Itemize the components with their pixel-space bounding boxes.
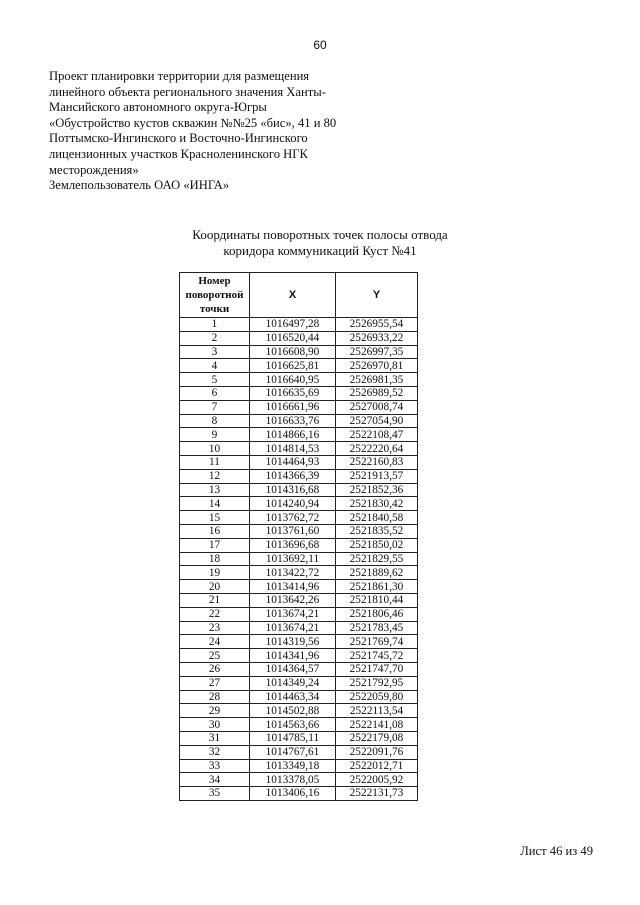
cell-x: 1014463,34 xyxy=(250,690,336,704)
table-row xyxy=(180,497,418,511)
cell-point-number: 21 xyxy=(180,593,250,607)
table-row xyxy=(180,745,418,759)
cell-point-number: 12 xyxy=(180,469,250,483)
table-row xyxy=(180,414,418,428)
table-row xyxy=(180,607,418,621)
cell-x: 1014464,93 xyxy=(250,455,336,469)
cell-point-number: 4 xyxy=(180,359,250,373)
cell-point-number: 13 xyxy=(180,483,250,497)
cell-y: 2521792,95 xyxy=(336,676,418,690)
header-x: X xyxy=(250,273,336,318)
cell-y: 2521889,62 xyxy=(336,566,418,580)
cell-y: 2522012,71 xyxy=(336,759,418,773)
cell-point-number: 14 xyxy=(180,497,250,511)
cell-point-number: 28 xyxy=(180,690,250,704)
cell-x: 1014316,68 xyxy=(250,483,336,497)
table-row xyxy=(180,580,418,594)
cell-point-number: 2 xyxy=(180,331,250,345)
table-row xyxy=(180,524,418,538)
cell-point-number: 1 xyxy=(180,318,250,332)
table-row xyxy=(180,759,418,773)
table-row xyxy=(180,635,418,649)
table-row xyxy=(180,318,418,332)
cell-y: 2522059,80 xyxy=(336,690,418,704)
cell-point-number: 27 xyxy=(180,676,250,690)
land-user-line: Землепользователь ОАО «ИНГА» xyxy=(49,178,230,193)
cell-x: 1014502,88 xyxy=(250,704,336,718)
cell-x: 1016520,44 xyxy=(250,331,336,345)
table-row xyxy=(180,552,418,566)
table-row xyxy=(180,345,418,359)
cell-x: 1016497,28 xyxy=(250,318,336,332)
cell-point-number: 24 xyxy=(180,635,250,649)
page-number: 60 xyxy=(313,38,327,52)
cell-y: 2522179,08 xyxy=(336,731,418,745)
table-row xyxy=(180,649,418,663)
cell-y: 2521913,57 xyxy=(336,469,418,483)
cell-y: 2521850,02 xyxy=(336,538,418,552)
cell-point-number: 29 xyxy=(180,704,250,718)
project-description xyxy=(49,69,379,194)
cell-point-number: 5 xyxy=(180,373,250,387)
project-line: Проект планировки территории для размещения xyxy=(49,69,310,83)
cell-point-number: 8 xyxy=(180,414,250,428)
cell-x: 1016640,95 xyxy=(250,373,336,387)
cell-x: 1014366,39 xyxy=(250,469,336,483)
cell-x: 1014563,66 xyxy=(250,718,336,732)
table-row xyxy=(180,386,418,400)
cell-x: 1014767,61 xyxy=(250,745,336,759)
table-row xyxy=(180,483,418,497)
table-row xyxy=(180,718,418,732)
cell-y: 2526997,35 xyxy=(336,345,418,359)
table-row xyxy=(180,538,418,552)
cell-x: 1016661,96 xyxy=(250,400,336,414)
cell-y: 2527054,90 xyxy=(336,414,418,428)
cell-x: 1016625,81 xyxy=(250,359,336,373)
table-row xyxy=(180,359,418,373)
table-row xyxy=(180,469,418,483)
cell-y: 2521769,74 xyxy=(336,635,418,649)
table-row xyxy=(180,442,418,456)
cell-point-number: 11 xyxy=(180,455,250,469)
cell-y: 2522160,83 xyxy=(336,455,418,469)
cell-y: 2521810,44 xyxy=(336,593,418,607)
cell-y: 2521806,46 xyxy=(336,607,418,621)
cell-point-number: 35 xyxy=(180,787,250,801)
cell-point-number: 9 xyxy=(180,428,250,442)
table-row xyxy=(180,566,418,580)
table-row xyxy=(180,787,418,801)
cell-y: 2522141,08 xyxy=(336,718,418,732)
cell-y: 2521840,58 xyxy=(336,511,418,525)
cell-y: 2522131,73 xyxy=(336,787,418,801)
coordinates-table xyxy=(179,272,418,801)
cell-point-number: 15 xyxy=(180,511,250,525)
project-line: лицензионных участков Красноленинского НГК xyxy=(49,146,308,161)
cell-x: 1013761,60 xyxy=(250,524,336,538)
cell-x: 1014349,24 xyxy=(250,676,336,690)
cell-point-number: 31 xyxy=(180,731,250,745)
cell-x: 1013414,96 xyxy=(250,580,336,594)
cell-y: 2526933,22 xyxy=(336,331,418,345)
cell-x: 1016635,69 xyxy=(250,386,336,400)
cell-point-number: 20 xyxy=(180,580,250,594)
cell-y: 2521745,72 xyxy=(336,649,418,663)
table-row xyxy=(180,662,418,676)
table-row xyxy=(180,428,418,442)
cell-y: 2521835,52 xyxy=(336,524,418,538)
cell-x: 1013696,68 xyxy=(250,538,336,552)
cell-point-number: 33 xyxy=(180,759,250,773)
table-title xyxy=(170,227,470,259)
table-row xyxy=(180,593,418,607)
cell-y: 2521747,70 xyxy=(336,662,418,676)
project-line: линейного объекта регионального значения Ханты- xyxy=(49,84,326,99)
table-title-line: Координаты поворотных точек полосы отвода xyxy=(192,227,448,242)
cell-x: 1013762,72 xyxy=(250,511,336,525)
cell-x: 1013674,21 xyxy=(250,621,336,635)
cell-y: 2522091,76 xyxy=(336,745,418,759)
cell-y: 2521829,55 xyxy=(336,552,418,566)
table-row xyxy=(180,511,418,525)
cell-point-number: 26 xyxy=(180,662,250,676)
cell-x: 1013406,16 xyxy=(250,787,336,801)
cell-point-number: 3 xyxy=(180,345,250,359)
table-body xyxy=(180,318,418,801)
table-row xyxy=(180,773,418,787)
table-row xyxy=(180,331,418,345)
cell-x: 1014785,11 xyxy=(250,731,336,745)
project-line: месторождения» xyxy=(49,162,139,177)
cell-x: 1014341,96 xyxy=(250,649,336,663)
cell-x: 1014240,94 xyxy=(250,497,336,511)
table-row xyxy=(180,373,418,387)
cell-point-number: 23 xyxy=(180,621,250,635)
header-y: Y xyxy=(336,273,418,318)
cell-x: 1013422,72 xyxy=(250,566,336,580)
cell-y: 2526970,81 xyxy=(336,359,418,373)
cell-point-number: 22 xyxy=(180,607,250,621)
table-row xyxy=(180,676,418,690)
cell-y: 2521783,45 xyxy=(336,621,418,635)
table-row xyxy=(180,731,418,745)
cell-x: 1014364,57 xyxy=(250,662,336,676)
table-row xyxy=(180,621,418,635)
cell-y: 2526981,35 xyxy=(336,373,418,387)
cell-y: 2522005,92 xyxy=(336,773,418,787)
cell-point-number: 7 xyxy=(180,400,250,414)
table-header-row xyxy=(180,273,418,318)
cell-y: 2521852,36 xyxy=(336,483,418,497)
table-row xyxy=(180,400,418,414)
project-line: Мансийского автономного округа-Югры xyxy=(49,100,267,115)
project-line: Поттымско-Ингинского и Восточно-Ингинского xyxy=(49,131,308,146)
sheet-number: Лист 46 из 49 xyxy=(520,844,593,858)
cell-x: 1013692,11 xyxy=(250,552,336,566)
cell-point-number: 30 xyxy=(180,718,250,732)
cell-point-number: 25 xyxy=(180,649,250,663)
cell-point-number: 16 xyxy=(180,524,250,538)
table-row xyxy=(180,455,418,469)
table-row xyxy=(180,704,418,718)
cell-x: 1014319,56 xyxy=(250,635,336,649)
cell-y: 2527008,74 xyxy=(336,400,418,414)
cell-x: 1013642,26 xyxy=(250,593,336,607)
cell-y: 2522113,54 xyxy=(336,704,418,718)
cell-x: 1016608,90 xyxy=(250,345,336,359)
cell-x: 1014814,53 xyxy=(250,442,336,456)
cell-point-number: 18 xyxy=(180,552,250,566)
cell-point-number: 10 xyxy=(180,442,250,456)
cell-point-number: 32 xyxy=(180,745,250,759)
cell-y: 2526955,54 xyxy=(336,318,418,332)
cell-x: 1014866,16 xyxy=(250,428,336,442)
cell-y: 2521830,42 xyxy=(336,497,418,511)
cell-x: 1013378,05 xyxy=(250,773,336,787)
cell-x: 1013349,18 xyxy=(250,759,336,773)
table-title-line: коридора коммуникаций Куст №41 xyxy=(223,243,417,258)
project-line: «Обустройство кустов скважин №№25 «бис», 41 и 80 xyxy=(49,115,337,130)
cell-point-number: 19 xyxy=(180,566,250,580)
header-point-number: Номер поворотной точки xyxy=(180,273,250,318)
table-row xyxy=(180,690,418,704)
cell-point-number: 34 xyxy=(180,773,250,787)
cell-point-number: 17 xyxy=(180,538,250,552)
cell-y: 2522220,64 xyxy=(336,442,418,456)
cell-y: 2522108,47 xyxy=(336,428,418,442)
cell-y: 2526989,52 xyxy=(336,386,418,400)
cell-point-number: 6 xyxy=(180,386,250,400)
cell-y: 2521861,30 xyxy=(336,580,418,594)
cell-x: 1016633,76 xyxy=(250,414,336,428)
cell-x: 1013674,21 xyxy=(250,607,336,621)
